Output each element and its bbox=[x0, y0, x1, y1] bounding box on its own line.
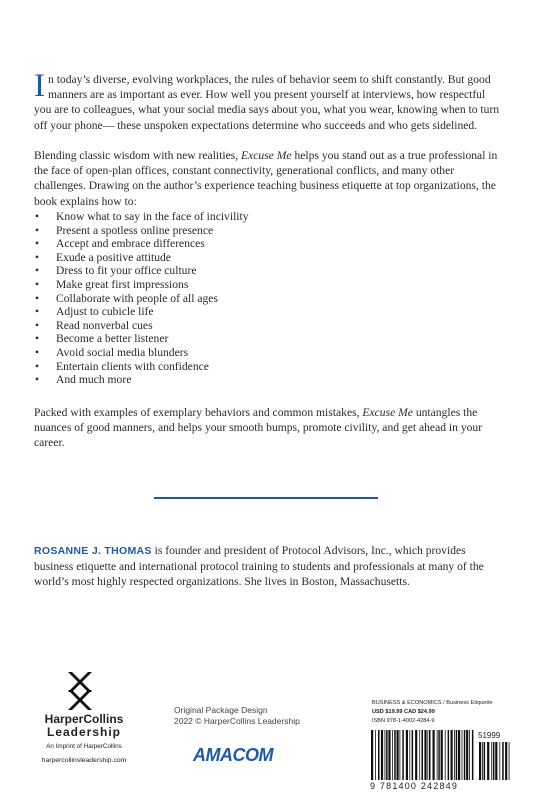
bullet-item bbox=[34, 278, 474, 292]
package-credit bbox=[174, 705, 300, 727]
publisher-url: harpercollinsleadership.com bbox=[41, 757, 127, 764]
bullet-dot-icon: • bbox=[35, 332, 40, 346]
p2-book-title: Excuse Me bbox=[241, 149, 292, 162]
bullet-text: Dress to fit your office culture bbox=[56, 264, 197, 278]
bullet-item bbox=[34, 224, 474, 238]
p3-text-b: untangles the nuances of good manners, and helps your smooth bumps, promote civility, and get ahead in your career. bbox=[34, 406, 483, 450]
p3-text-a: Packed with examples of exemplary behaviors and common mistakes, bbox=[34, 406, 363, 419]
bullet-list bbox=[34, 210, 474, 387]
bullet-text: Accept and embrace differences bbox=[56, 237, 205, 251]
barcode-category: BUSINESS & ECONOMICS / Business Etiquette bbox=[372, 700, 493, 706]
bullet-item bbox=[34, 319, 474, 333]
p2-text-a: Blending classic wisdom with new realities, bbox=[34, 149, 242, 162]
publisher-line2: Leadership bbox=[46, 725, 122, 739]
bullet-text: Make great first impressions bbox=[56, 277, 189, 291]
bullet-text: Know what to say in the face of incivility bbox=[56, 210, 249, 223]
bullet-text: Read nonverbal cues bbox=[56, 318, 153, 332]
barcode-addon-number: 51999 bbox=[478, 731, 501, 740]
intro-paragraph bbox=[34, 68, 500, 133]
bullet-dot-icon: • bbox=[35, 291, 40, 305]
drop-cap: I bbox=[34, 68, 45, 104]
barcode-isbn: ISBN 978-1-4002-4284-9 bbox=[372, 718, 435, 724]
p2-text-b: helps you stand out as a true professional in the face of open-plan offices, constant connectivity, generational conflicts, and many other challenges. Drawing on the author’s experience teaching business etiquette at top organizations, the book explains how to: bbox=[34, 149, 498, 208]
bullet-dot-icon: • bbox=[35, 318, 40, 332]
p3-book-title: Excuse Me bbox=[362, 406, 413, 419]
bullet-item bbox=[34, 332, 474, 346]
second-paragraph bbox=[34, 148, 500, 209]
bullet-item bbox=[34, 305, 474, 319]
author-bio bbox=[34, 543, 504, 590]
bullet-dot-icon: • bbox=[35, 277, 40, 291]
intro-text: n today’s diverse, evolving workplaces, the rules of behavior seem to shift constantly. But good manners are as important as ever. How well you present yourself at interviews, how respectful you are to colleagues, what your social media says about you, what you wear, knowing when to turn off your phone— these unspoken expectations determine who succeeds and who gets sidelined. bbox=[34, 73, 500, 132]
bullet-item bbox=[34, 346, 474, 360]
bullet-dot-icon: • bbox=[35, 264, 40, 278]
harpercollins-fire-water-logo-icon bbox=[60, 670, 100, 712]
barcode-price: USD $19.99 CAD $24.99 bbox=[372, 709, 435, 715]
package-line1: Original Package Design bbox=[174, 705, 268, 715]
package-line2: 2022 © HarperCollins Leadership bbox=[174, 716, 300, 726]
bullet-text: Collaborate with people of all ages bbox=[56, 291, 218, 305]
bullet-dot-icon: • bbox=[35, 305, 40, 319]
amacom-logo: AMACOM bbox=[193, 745, 273, 765]
bullet-text: Avoid social media blunders bbox=[56, 345, 189, 359]
publisher-name bbox=[34, 713, 134, 739]
author-name: ROSANNE J. THOMAS bbox=[34, 545, 152, 557]
bullet-text: Adjust to cubicle life bbox=[56, 305, 154, 319]
third-paragraph bbox=[34, 405, 500, 451]
bullet-item bbox=[34, 210, 474, 224]
publisher-line1: HarperCollins bbox=[44, 712, 124, 726]
bullet-dot-icon: • bbox=[35, 250, 40, 264]
bullet-item bbox=[34, 292, 474, 306]
publisher-imprint: An Imprint of HarperCollins bbox=[46, 743, 122, 750]
bullet-item bbox=[34, 360, 474, 374]
bullet-dot-icon: • bbox=[35, 210, 40, 223]
bullet-dot-icon: • bbox=[35, 373, 40, 387]
price-addon-barcode-icon bbox=[478, 742, 512, 780]
bullet-text: Present a spotless online presence bbox=[56, 223, 214, 237]
bullet-dot-icon: • bbox=[35, 237, 40, 251]
barcode-number: 9 781400 242849 bbox=[370, 781, 459, 791]
bullet-item bbox=[34, 264, 474, 278]
bullet-dot-icon: • bbox=[35, 359, 40, 373]
bullet-dot-icon: • bbox=[35, 223, 40, 237]
author-bio-text: is founder and president of Protocol Advisors, Inc., which provides business etiquette and international protocol training to students and professionals at many of the world’s most highly respected organizations. She lives in Boston, Massachusetts. bbox=[34, 544, 484, 589]
bullet-text: Become a better listener bbox=[56, 332, 169, 346]
bullet-item bbox=[34, 373, 474, 387]
bullet-text: Entertain clients with confidence bbox=[56, 359, 209, 373]
isbn-barcode-icon bbox=[370, 730, 474, 780]
bullet-text: And much more bbox=[56, 373, 132, 387]
divider-rule bbox=[154, 497, 378, 499]
bullet-text: Exude a positive attitude bbox=[56, 250, 171, 264]
bullet-item bbox=[34, 237, 474, 251]
bullet-dot-icon: • bbox=[35, 345, 40, 359]
bullet-item bbox=[34, 251, 474, 265]
